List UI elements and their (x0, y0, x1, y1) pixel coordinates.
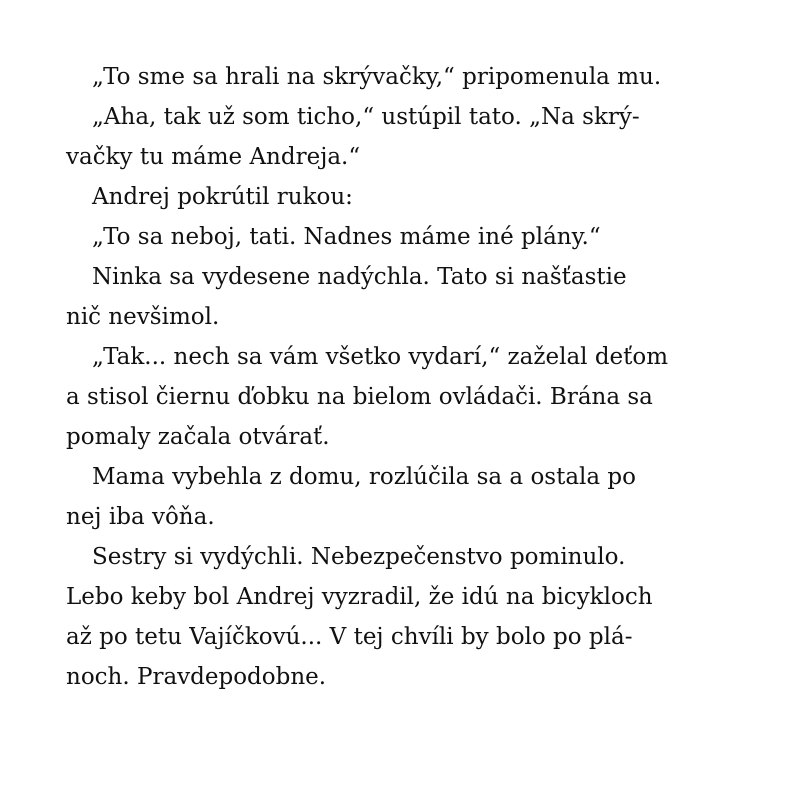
body-text (66, 57, 746, 697)
text-line: Mama vybehla z domu, rozlúčila sa a ostala po (92, 464, 637, 490)
text-line: „To sme sa hrali na skrývačky,“ pripomenula mu. (92, 64, 662, 90)
text-line: „Aha, tak už som ticho,“ ustúpil tato. „Na skrý- (92, 104, 640, 130)
text-line: Sestry si vydýchli. Nebezpečenstvo pominulo. (92, 544, 626, 570)
text-line: Lebo keby bol Andrej vyzradil, že idú na bicykloch (66, 584, 653, 610)
text-line: pomaly začala otvárať. (66, 424, 330, 450)
text-line: až po tetu Vajíčkovú... V tej chvíli by bolo po plá- (66, 624, 633, 650)
text-line: „Tak... nech sa vám všetko vydarí,“ zaželal deťom (92, 344, 669, 370)
text-line: vačky tu máme Andreja.“ (66, 144, 361, 170)
text-line: „To sa neboj, tati. Nadnes máme iné plány.“ (92, 224, 601, 250)
text-line: a stisol čiernu ďobku na bielom ovládači. Brána sa (66, 384, 653, 410)
text-line: noch. Pravdepodobne. (66, 664, 327, 690)
text-line: Ninka sa vydesene nadýchla. Tato si našťastie (92, 264, 627, 290)
text-line: nič nevšimol. (66, 304, 220, 330)
text-line: nej iba vôňa. (66, 504, 215, 530)
text-line: Andrej pokrútil rukou: (92, 184, 353, 210)
